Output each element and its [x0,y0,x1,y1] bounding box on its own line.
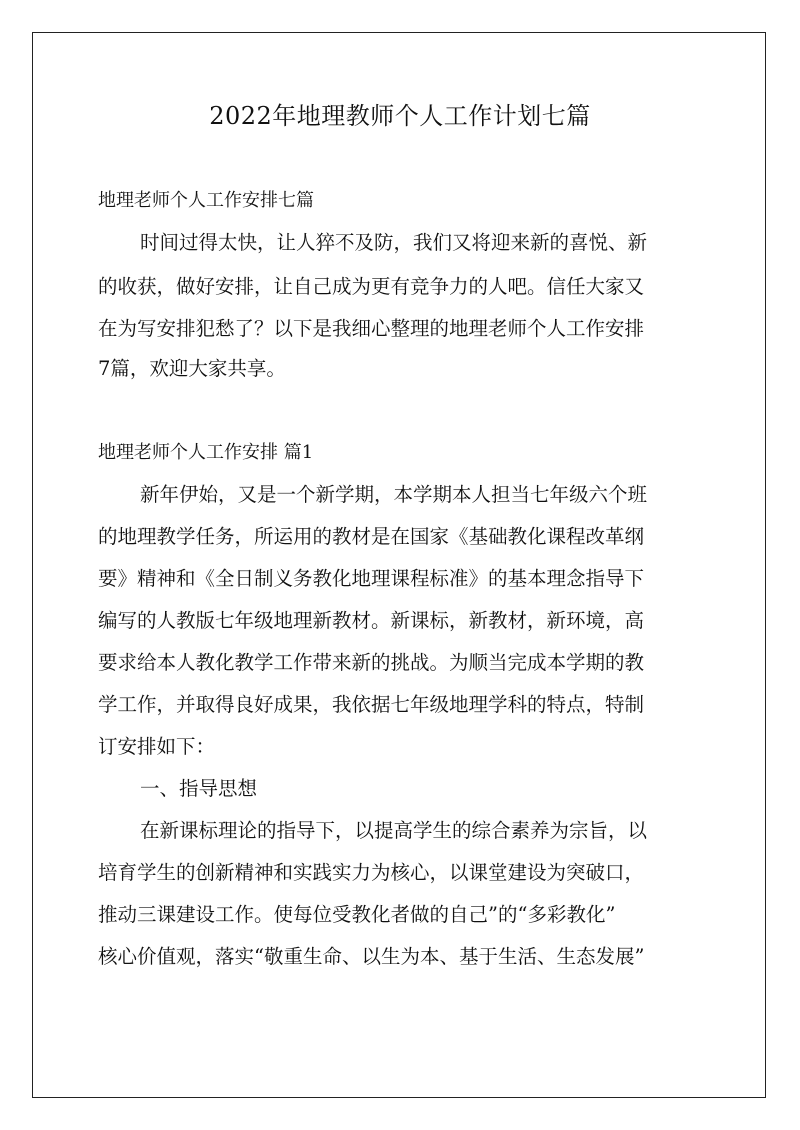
section1-line: 要》精神和《全日制义务教化地理课程标准》的基本理念指导下 [98,567,645,590]
guide-line: 推动三课建设工作。使每位受教化者做的自己”的“多彩教化” [98,903,616,926]
document-title: 2022年地理教师个人工作计划七篇 [209,102,591,130]
intro-line: 7篇，欢迎大家共享。 [98,357,286,380]
intro-heading: 地理老师个人工作安排七篇 [98,190,314,211]
section1-line: 要求给本人教化教学工作带来新的挑战。为顺当完成本学期的教 [98,651,645,674]
guide-line: 核心价值观，落实“敬重生命、以生为本、基于生活、生态发展” [98,945,645,968]
intro-line: 的收获，做好安排，让自己成为更有竞争力的人吧。信任大家又 [98,275,645,298]
intro-line: 在为写安排犯愁了？以下是我细心整理的地理老师个人工作安排 [98,317,645,340]
section1-subheading: 一、指导思想 [140,777,258,800]
section1-line: 学工作，并取得良好成果，我依据七年级地理学科的特点，特制 [98,693,645,716]
intro-line: 时间过得太快，让人猝不及防，我们又将迎来新的喜悦、新 [140,231,648,254]
section1-line: 新年伊始，又是一个新学期，本学期本人担当七年级六个班 [140,483,648,506]
section1-line: 的地理教学任务，所运用的教材是在国家《基础教化课程改革纲 [98,525,645,548]
section1-line: 编写的人教版七年级地理新教材。新课标，新教材，新环境，高 [98,609,645,632]
guide-line: 培育学生的创新精神和实践实力为核心，以课堂建设为突破口， [98,861,645,884]
section1-line: 订安排如下： [98,735,216,758]
guide-line: 在新课标理论的指导下，以提高学生的综合素养为宗旨，以 [140,819,648,842]
section1-heading: 地理老师个人工作安排 篇1 [98,442,314,463]
